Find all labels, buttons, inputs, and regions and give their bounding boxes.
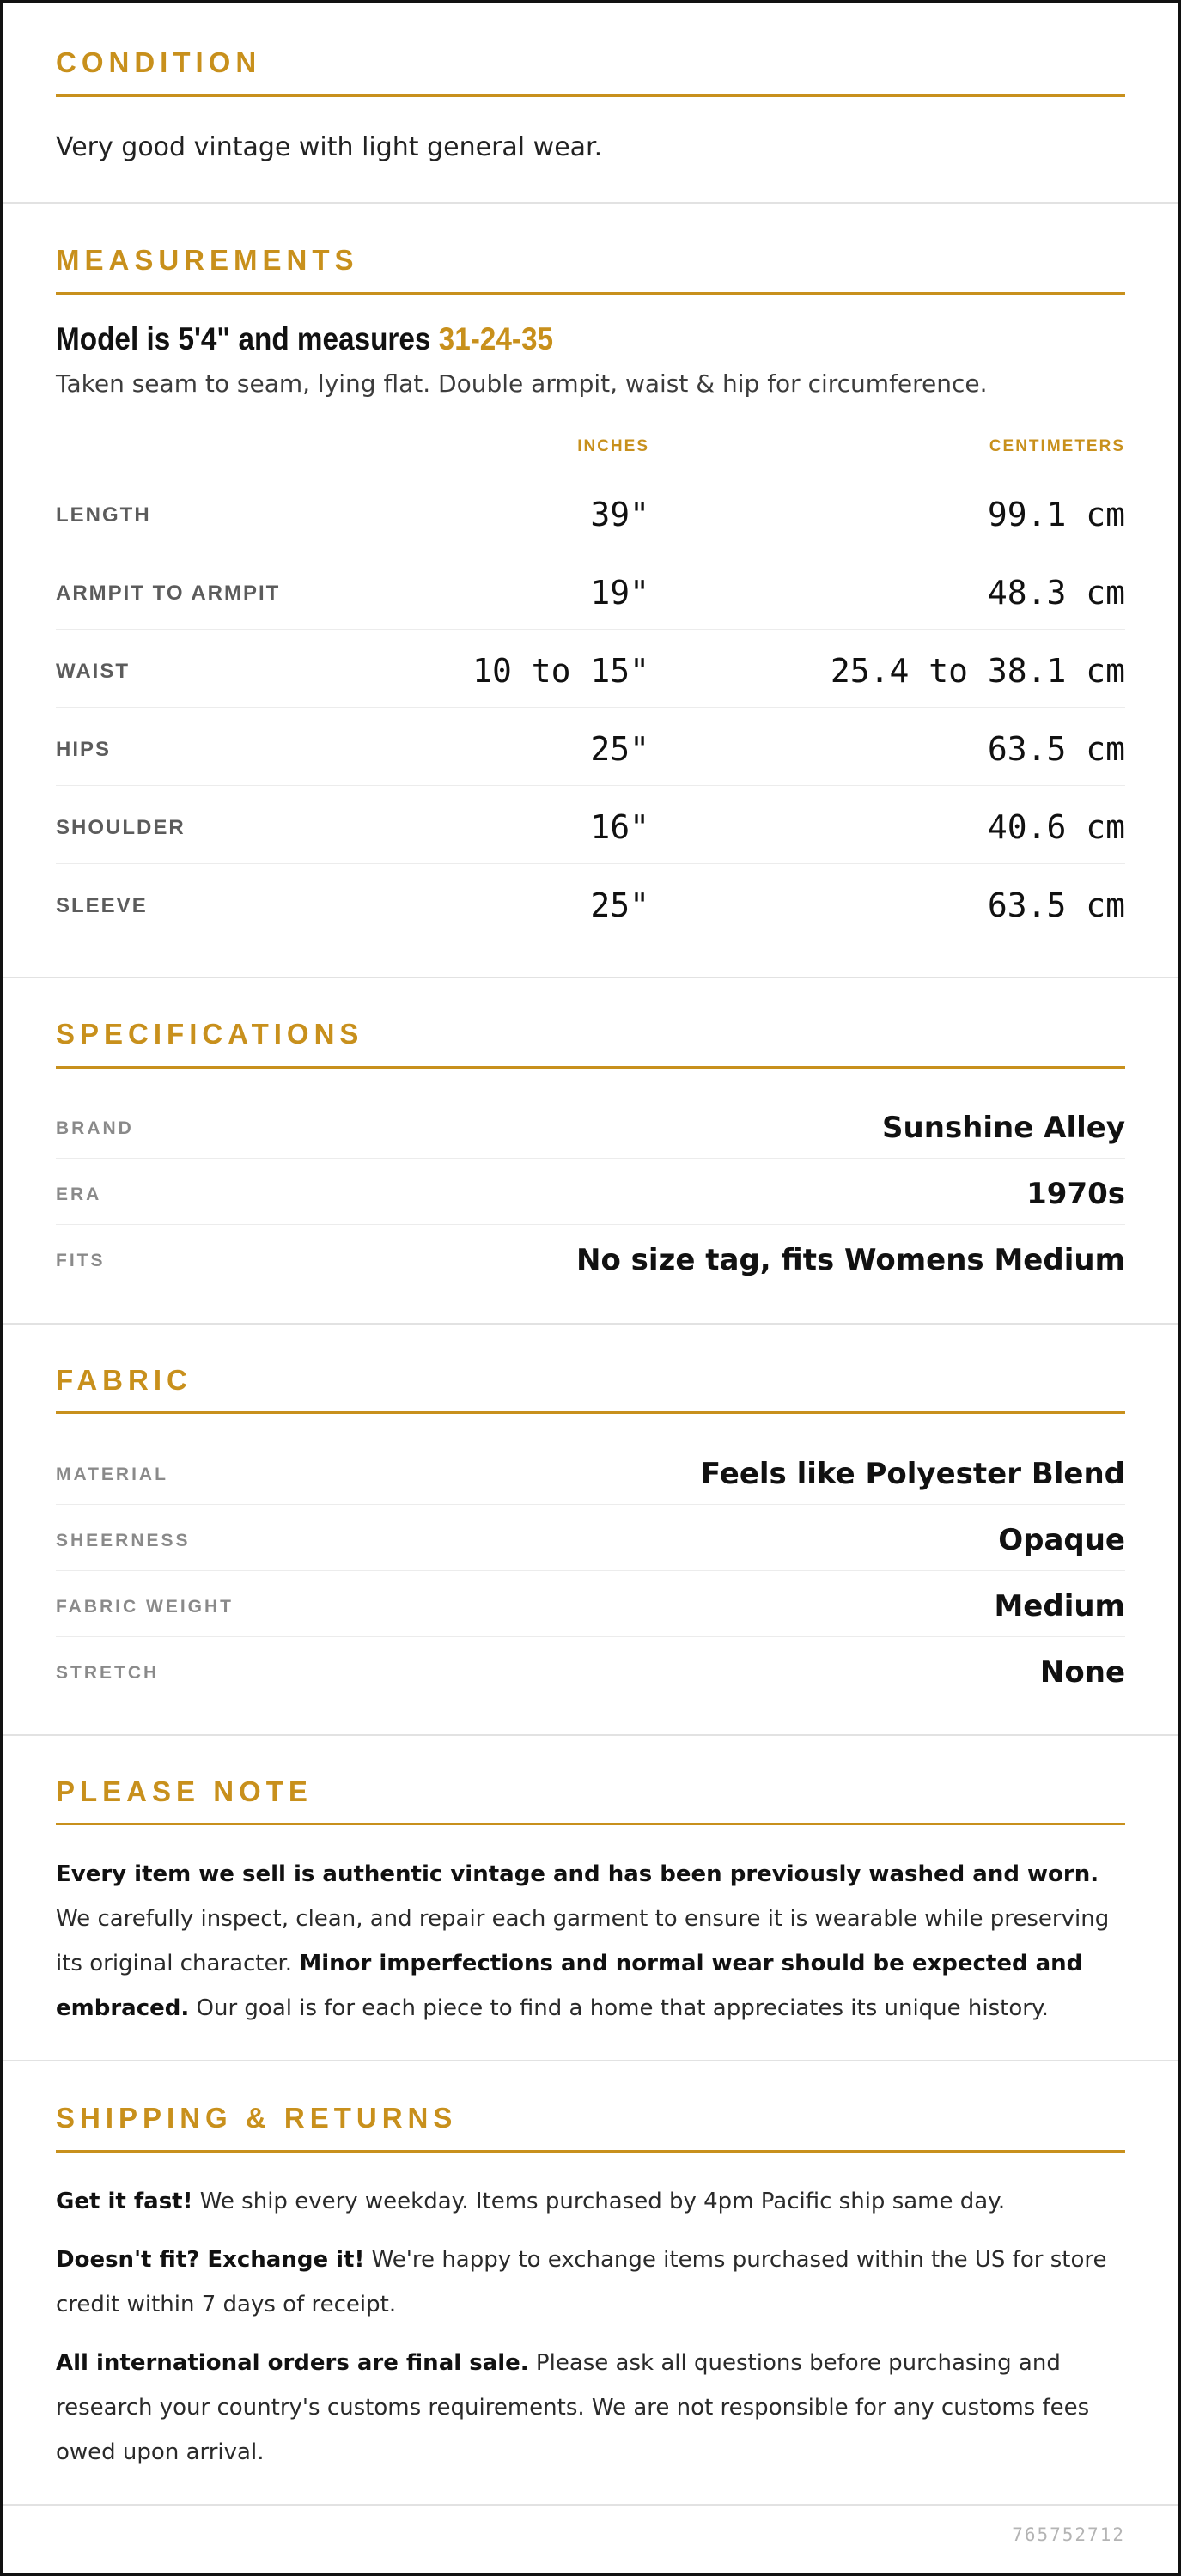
model-measurements [56,321,553,357]
measurement-cm: 40.6 cm [987,808,1125,846]
spec-value: Sunshine Alley [882,1111,1125,1145]
shipping-p3-bold: All international orders are final sale. [56,2350,529,2376]
row-divider [56,1158,1125,1159]
row-divider [56,1224,1125,1225]
shipping-paragraph-1 [56,2179,1125,2224]
measurement-inches: 19" [590,574,649,612]
fabric-label: FABRIC WEIGHT [56,1597,234,1617]
please-note-bold-2: Minor imperfections and normal wear should be expected and embraced. [56,1951,1083,2021]
please-note-title: PLEASE NOTE [56,1775,313,1807]
fabric-title: FABRIC [56,1364,192,1396]
fabric-label: STRETCH [56,1663,160,1683]
shipping-title-rule [56,2150,1125,2153]
measurement-label: WAIST [56,660,130,683]
model-measurements-prefix: Model is 5'4" and measures [56,321,439,356]
condition-title: CONDITION [56,46,262,78]
row-divider [56,629,1125,630]
measurement-row-hips [56,710,1125,789]
measurement-label: SLEEVE [56,894,148,917]
measurement-cm: 63.5 cm [987,730,1125,768]
section-divider [3,2504,1178,2506]
spec-row-era [56,1161,1125,1227]
measurement-label: ARMPIT TO ARMPIT [56,582,281,605]
specifications-title-rule [56,1066,1125,1069]
fabric-row-weight [56,1574,1125,1640]
section-divider [3,977,1178,978]
model-measurements-value: 31-24-35 [438,321,553,356]
section-divider [3,2060,1178,2061]
row-divider [56,863,1125,864]
spec-row-brand [56,1095,1125,1161]
column-header-centimeters: CENTIMETERS [989,437,1125,455]
row-divider [56,707,1125,708]
please-note-text-1: We carefully inspect, clean, and repair each garment to ensure it is wearable while preserving its original character. [56,1906,1110,1976]
measurement-label: LENGTH [56,503,151,527]
measurement-cm: 63.5 cm [987,886,1125,924]
fabric-title-rule [56,1411,1125,1414]
row-divider [56,1570,1125,1571]
specifications-title: SPECIFICATIONS [56,1018,364,1050]
fabric-label: SHEERNESS [56,1531,191,1550]
spec-value: 1970s [1026,1177,1125,1211]
measurement-note: Taken seam to seam, lying flat. Double armpit, waist & hip for circumference. [56,369,988,398]
please-note-bold-1: Every item we sell is authentic vintage and has been previously washed and worn. [56,1861,1099,1887]
spec-row-fits [56,1227,1125,1294]
fabric-value: Medium [994,1589,1125,1623]
measurement-inches: 25" [590,730,649,768]
shipping-p1-text: We ship every weekday. Items purchased by 4pm Pacific ship same day. [192,2189,1006,2214]
reference-number: 765752712 [1012,2524,1125,2545]
measurement-inches: 25" [590,886,649,924]
measurement-inches: 10 to 15" [472,652,649,690]
shipping-paragraph-3 [56,2341,1125,2475]
fabric-value: Feels like Polyester Blend [700,1457,1125,1491]
fabric-value: None [1039,1655,1125,1690]
column-header-inches: INCHES [577,437,649,455]
condition-title-rule [56,94,1125,97]
measurement-row-armpit [56,554,1125,632]
fabric-row-stretch [56,1640,1125,1706]
shipping-p2-text: We're happy to exchange items purchased within the US for store credit within 7 days of receipt. [56,2247,1107,2317]
measurements-title-rule [56,292,1125,295]
row-divider [56,1504,1125,1505]
please-note-text-2: Our goal is for each piece to find a home that appreciates its unique history. [189,1995,1049,2021]
measurement-row-waist [56,632,1125,710]
please-note-text [56,1852,1125,2031]
fabric-row-sheerness [56,1507,1125,1574]
measurement-cm: 25.4 to 38.1 cm [830,652,1125,690]
spec-label: FITS [56,1251,106,1270]
section-divider [3,202,1178,204]
measurement-cm: 48.3 cm [987,574,1125,612]
measurement-label: SHOULDER [56,816,186,839]
measurements-title: MEASUREMENTS [56,244,359,276]
spec-label: ERA [56,1184,102,1204]
measurement-label: HIPS [56,738,112,761]
shipping-paragraph-2 [56,2238,1125,2327]
fabric-row-material [56,1441,1125,1507]
section-divider [3,1323,1178,1325]
spec-value: No size tag, fits Womens Medium [576,1243,1125,1277]
shipping-p3-text: Please ask all questions before purchasing and research your country's customs requirements. We are not responsible for any customs fees owed upon arrival. [56,2350,1090,2465]
measurement-cm: 99.1 cm [987,496,1125,533]
shipping-title: SHIPPING & RETURNS [56,2102,458,2134]
measurement-row-sleeve [56,867,1125,945]
measurement-inches: 16" [590,808,649,846]
please-note-title-rule [56,1823,1125,1825]
measurement-row-shoulder [56,789,1125,867]
row-divider [56,785,1125,786]
measurement-row-length [56,476,1125,554]
shipping-p1-bold: Get it fast! [56,2189,193,2214]
section-divider [3,1734,1178,1736]
spec-label: BRAND [56,1118,134,1138]
fabric-value: Opaque [998,1523,1125,1557]
fabric-label: MATERIAL [56,1465,168,1484]
condition-text: Very good vintage with light general wear. [56,132,603,162]
shipping-p2-bold: Doesn't fit? Exchange it! [56,2247,365,2273]
row-divider [56,1636,1125,1637]
measurement-inches: 39" [590,496,649,533]
